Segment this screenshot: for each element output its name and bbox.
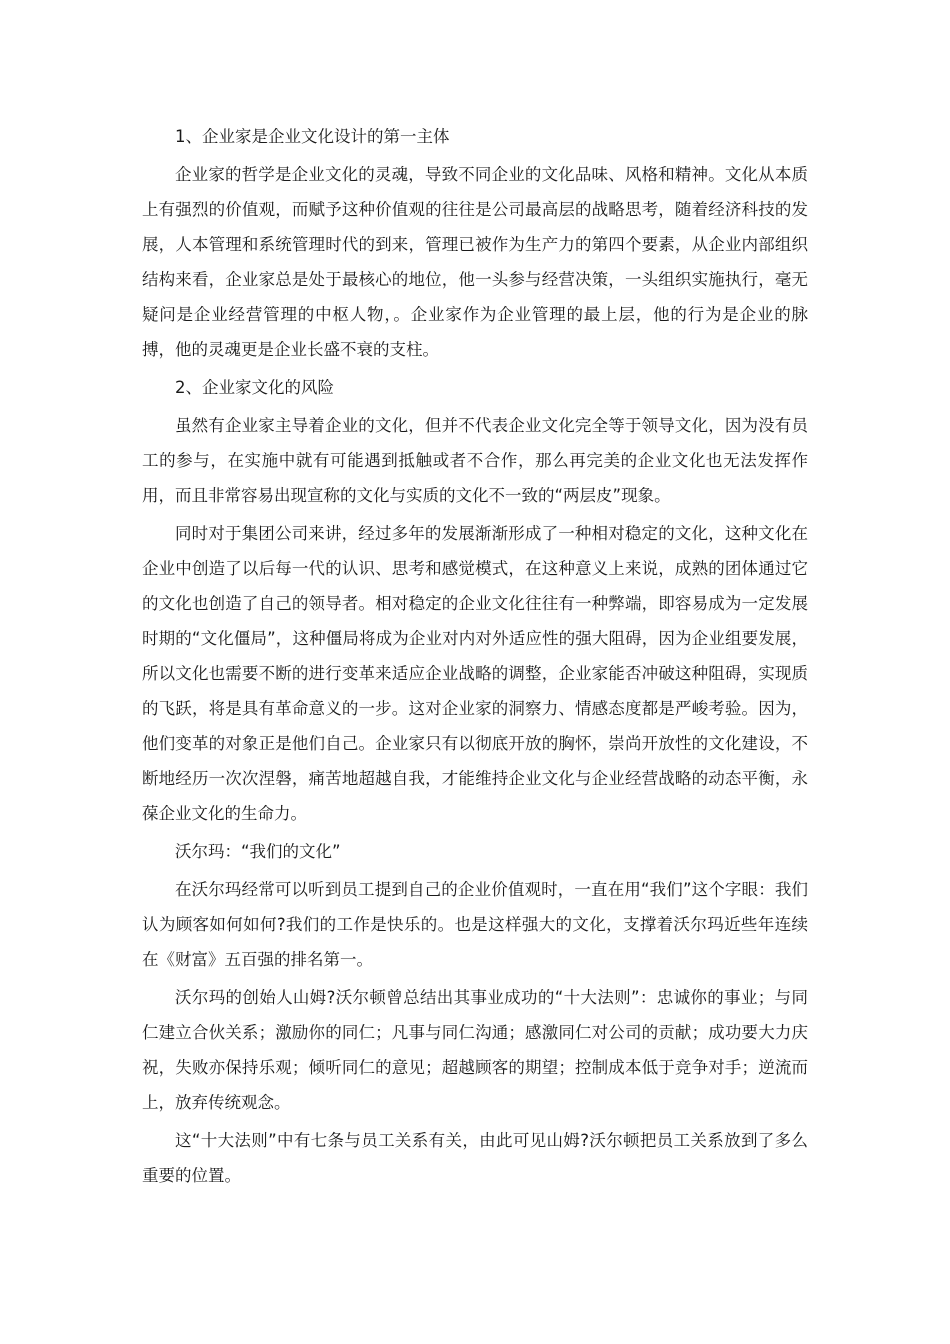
paragraph-walmart-employee-relations: 这“十大法则”中有七条与员工关系有关，由此可见山姆?沃尔顿把员工关系放到了多么重要的位置。 — [142, 1131, 808, 1185]
section-heading-1: 1、企业家是企业文化设计的第一主体 — [175, 127, 450, 146]
section-heading-walmart: 沃尔玛：“我们的文化” — [175, 842, 341, 861]
paragraph-entrepreneur-philosophy: 企业家的哲学是企业文化的灵魂，导致不同企业的文化品味、风格和精神。文化从本质上有强烈的价值观，而赋予这种价值观的往往是公司最高层的战略思考，随着经济科技的发展，人本管理和系统管理时代的到来，管理已被作为生产力的第四个要素，从企业内部组织结构来看，企业家总是处于最核心的地位，他一头参与经营决策，一头组织实施执行，毫无疑问是企业经营管理的中枢人物，。企业家作为企业管理的最上层，他的行为是企业的脉搏，他的灵魂更是企业长盛不衰的支柱。 — [142, 165, 808, 359]
paragraph-walmart-we: 在沃尔玛经常可以听到员工提到自己的企业价值观时，一直在用“我们”这个字眼：我们认为顾客如何如何?我们的工作是快乐的。也是这样强大的文化，支撑着沃尔玛近些年连续在《财富》五百强的排名第一。 — [142, 880, 808, 969]
section-heading-2: 2、企业家文化的风险 — [175, 378, 334, 397]
document-page — [142, 119, 808, 1196]
paragraph-walmart-ten-rules: 沃尔玛的创始人山姆?沃尔顿曾总结出其事业成功的“十大法则”：忠诚你的事业；与同仁建立合伙关系；激励你的同仁；凡事与同仁沟通；感激同仁对公司的贡献；成功要大力庆祝，失败亦保持乐观；倾听同仁的意见；超越顾客的期望；控制成本低于竞争对手；逆流而上，放弃传统观念。 — [142, 988, 808, 1112]
paragraph-group-company: 同时对于集团公司来讲，经过多年的发展渐渐形成了一种相对稳定的文化，这种文化在企业中创造了以后每一代的认识、思考和感觉模式，在这种意义上来说，成熟的团体通过它的文化也创造了自己的领导者。相对稳定的企业文化往往有一种弊端，即容易成为一定发展时期的“文化僵局”，这种僵局将成为企业对内对外适应性的强大阻碍，因为企业组要发展，所以文化也需要不断的进行变革来适应企业战略的调整，企业家能否冲破这种阻碍，实现质的飞跃，将是具有革命意义的一步。这对企业家的洞察力、情感态度都是严峻考验。因为，他们变革的对象正是他们自己。企业家只有以彻底开放的胸怀，崇尚开放性的文化建设，不断地经历一次次涅磐，痛苦地超越自我，才能维持企业文化与企业经营战略的动态平衡，永葆企业文化的生命力。 — [142, 524, 808, 823]
paragraph-culture-risk: 虽然有企业家主导着企业的文化，但并不代表企业文化完全等于领导文化，因为没有员工的参与，在实施中就有可能遇到抵触或者不合作，那么再完美的企业文化也无法发挥作用，而且非常容易出现宣称的文化与实质的文化不一致的“两层皮”现象。 — [142, 416, 808, 505]
